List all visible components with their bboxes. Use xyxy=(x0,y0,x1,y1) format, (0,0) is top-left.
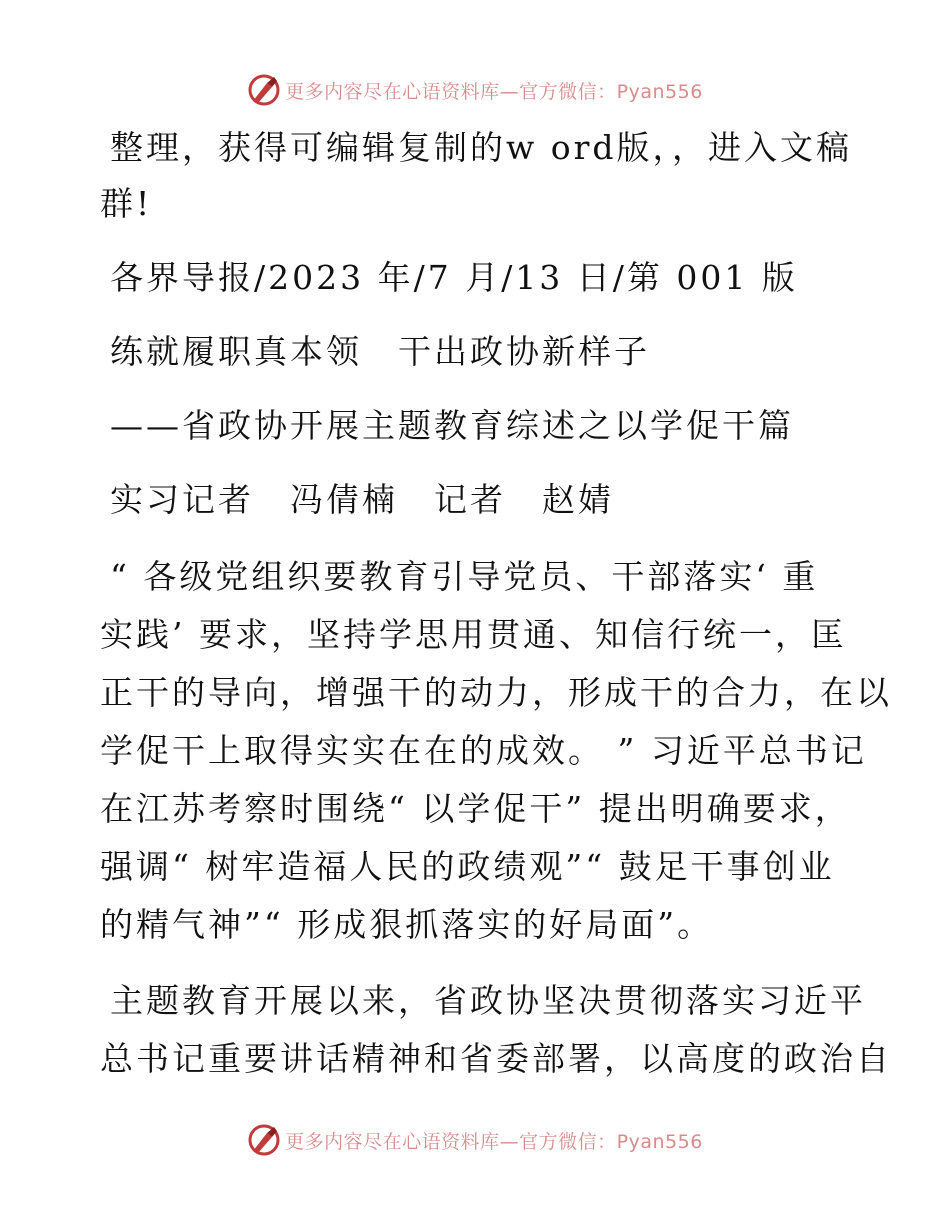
pen-logo-icon xyxy=(247,1123,281,1157)
paragraph-line: 实践’ 要求，坚持学思用贯通、知信行统一，匡 xyxy=(100,615,847,654)
paragraph-line: 主题教育开展以来，省政协坚决贯彻落实习近平 xyxy=(110,981,866,1020)
header-watermark-banner xyxy=(0,70,950,110)
paragraph-line: “ 各级党组织要教育引导党员、干部落实‘ 重 xyxy=(110,557,819,596)
source-line: 各界导报/2023 年/7 月/13 日/第 001 版 xyxy=(110,258,798,297)
pen-logo-icon xyxy=(247,73,281,107)
paragraph-line: 在江苏考察时围绕“ 以学促干” 提出明确要求， xyxy=(100,789,851,828)
paragraph-line: 的精气神”“ 形成狠抓落实的好局面”。 xyxy=(100,905,714,944)
paragraph-line: 学促干上取得实实在在的成效。 ” 习近平总书记 xyxy=(100,731,867,770)
watermark-text: 更多内容尽在心语资料库—官方微信：Pyan556 xyxy=(285,1130,703,1153)
subheadline: ——省政协开展主题教育综述之以学促干篇 xyxy=(110,406,794,445)
paragraph-line: 总书记重要讲话精神和省委部署，以高度的政治自 xyxy=(100,1039,892,1078)
paragraph-2 xyxy=(100,972,892,1088)
paragraph-line: 正干的导向，增强干的动力，形成干的合力，在以 xyxy=(100,673,892,712)
intro-line-2: 群! xyxy=(100,184,153,223)
paragraph-1 xyxy=(100,548,892,954)
footer-watermark-banner xyxy=(0,1120,950,1160)
headline: 练就履职真本领 干出政协新样子 xyxy=(110,332,650,371)
document-body xyxy=(100,120,892,1088)
byline: 实习记者 冯倩楠 记者 赵婧 xyxy=(110,480,614,519)
intro-line-1: 整理，获得可编辑复制的w ord版，，进入文稿 xyxy=(110,128,853,167)
watermark-text: 更多内容尽在心语资料库—官方微信：Pyan556 xyxy=(285,80,703,103)
paragraph-line: 强调“ 树牢造福人民的政绩观”“ 鼓足干事创业 xyxy=(100,847,835,886)
